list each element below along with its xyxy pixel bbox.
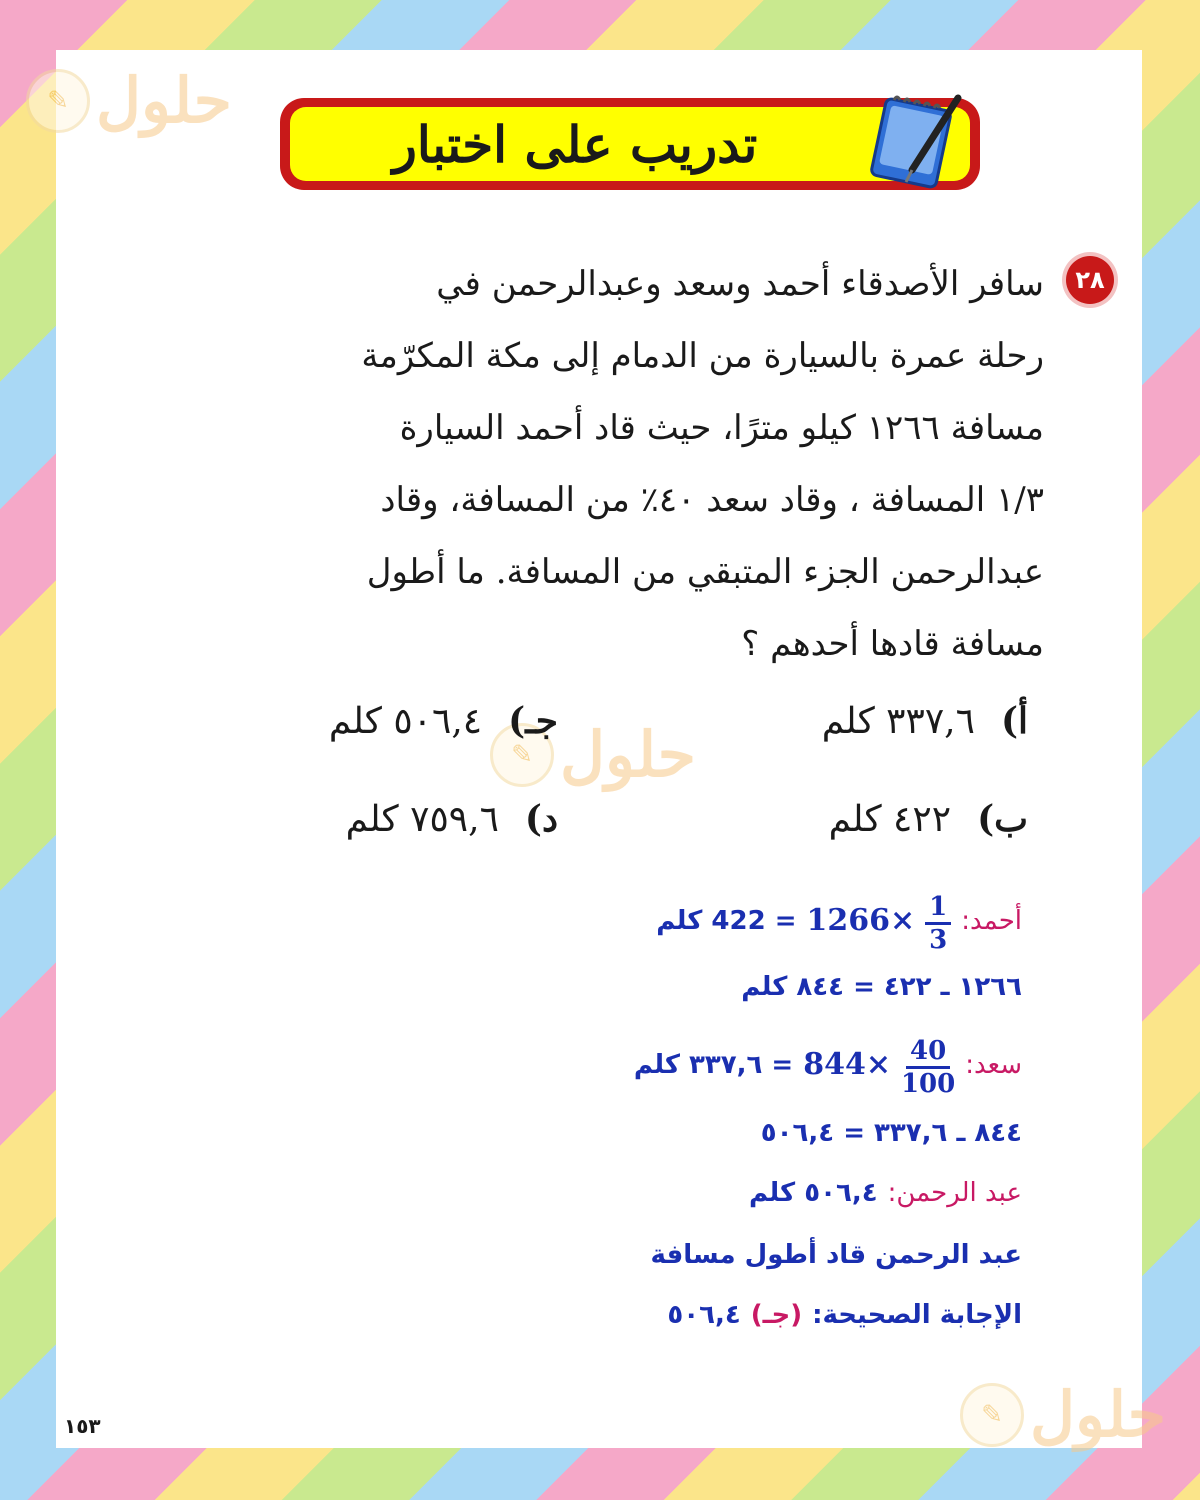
choice-c[interactable]: [329, 700, 558, 742]
ahmad-result: = 422 كلم: [656, 905, 797, 936]
solution-difference: [761, 1118, 1022, 1148]
watermark-text: حلول: [96, 64, 232, 137]
solution-saad: [634, 1032, 1022, 1097]
ahmad-label: أحمد:: [961, 905, 1022, 936]
notebook-pen-icon: [864, 92, 968, 192]
answer-label: الإجابة الصحيحة:: [812, 1300, 1022, 1330]
question-text: [224, 248, 1044, 680]
choice-value: ٧٥٩,٦ كلم: [345, 799, 499, 840]
question-number-badge: ٢٨: [1066, 256, 1114, 304]
saad-result: = ٣٣٧,٦ كلم: [633, 1049, 794, 1080]
abdulrahman-value: ٥٠٦,٤ كلم: [749, 1178, 878, 1208]
watermark-logo-top: [26, 64, 232, 137]
question-line: مسافة قادها أحدهم ؟: [741, 624, 1044, 664]
watermark-badge-icon: ✎: [26, 69, 90, 133]
fraction-forty-percent: [901, 1038, 955, 1097]
ahmad-multiplier: 1266×: [806, 903, 916, 938]
textbook-page: [47, 50, 1166, 1451]
question-line: ١/٣ المسافة ، وقاد سعد ٤٠٪ من المسافة، وقاد: [380, 480, 1044, 520]
saad-label: سعد:: [965, 1049, 1022, 1080]
solution-answer: [667, 1300, 1022, 1330]
choice-letter: أ): [1000, 700, 1028, 742]
choice-letter: ب): [977, 798, 1028, 840]
choice-a[interactable]: [822, 700, 1028, 742]
solution-ahmad: [656, 888, 1022, 953]
fraction-numerator: 40: [906, 1038, 950, 1069]
conclusion-text: عبد الرحمن قاد أطول مسافة: [650, 1240, 1022, 1270]
ahmad-expression: [925, 888, 951, 953]
choice-value: ٥٠٦,٤ كلم: [328, 701, 483, 742]
fraction-one-third: [925, 894, 951, 953]
answer-choice: (جـ): [750, 1300, 803, 1330]
watermark-badge-icon: ✎: [960, 1383, 1024, 1447]
saad-multiplier: 844×: [803, 1047, 891, 1082]
remaining-equation: ١٢٦٦ ـ ٤٢٢ = ٨٤٤ كلم: [741, 972, 1022, 1002]
choice-b[interactable]: [829, 798, 1028, 840]
difference-equation: ٨٤٤ ـ ٣٣٧,٦ = ٥٠٦,٤: [760, 1118, 1022, 1148]
fraction-denominator: 3: [929, 925, 948, 955]
question-line: مسافة ١٢٦٦ كيلو مترًا، حيث قاد أحمد السيارة: [399, 408, 1044, 448]
watermark-text: حلول: [1030, 1378, 1166, 1451]
saad-expression: [901, 1032, 955, 1097]
solution-abdulrahman: [749, 1178, 1022, 1208]
question-line: رحلة عمرة بالسيارة من الدمام إلى مكة المكرّمة: [361, 336, 1044, 376]
section-title: تدريب على اختبار: [392, 114, 758, 174]
watermark-logo-bottom: [960, 1378, 1166, 1451]
page-number: ١٥٣: [64, 1414, 101, 1438]
question-line: عبدالرحمن الجزء المتبقي من المسافة. ما أطول: [366, 552, 1044, 592]
solution-remaining: [741, 972, 1022, 1002]
question-line: سافر الأصدقاء أحمد وسعد وعبدالرحمن في: [436, 264, 1044, 304]
watermark-badge-icon: ✎: [490, 723, 554, 787]
choice-d[interactable]: [346, 798, 558, 840]
answer-value: ٥٠٦,٤: [667, 1300, 741, 1330]
abdulrahman-label: عبد الرحمن:: [887, 1178, 1022, 1208]
watermark-text: حلول: [560, 718, 696, 791]
fraction-denominator: 100: [900, 1069, 956, 1099]
choice-letter: د): [524, 798, 558, 840]
solution-conclusion: [650, 1240, 1022, 1270]
choice-value: ٣٣٧,٦ كلم: [821, 701, 975, 742]
choice-value: ٤٢٢ كلم: [828, 799, 952, 840]
fraction-numerator: 1: [925, 894, 951, 925]
choice-letter: جـ): [508, 700, 558, 742]
